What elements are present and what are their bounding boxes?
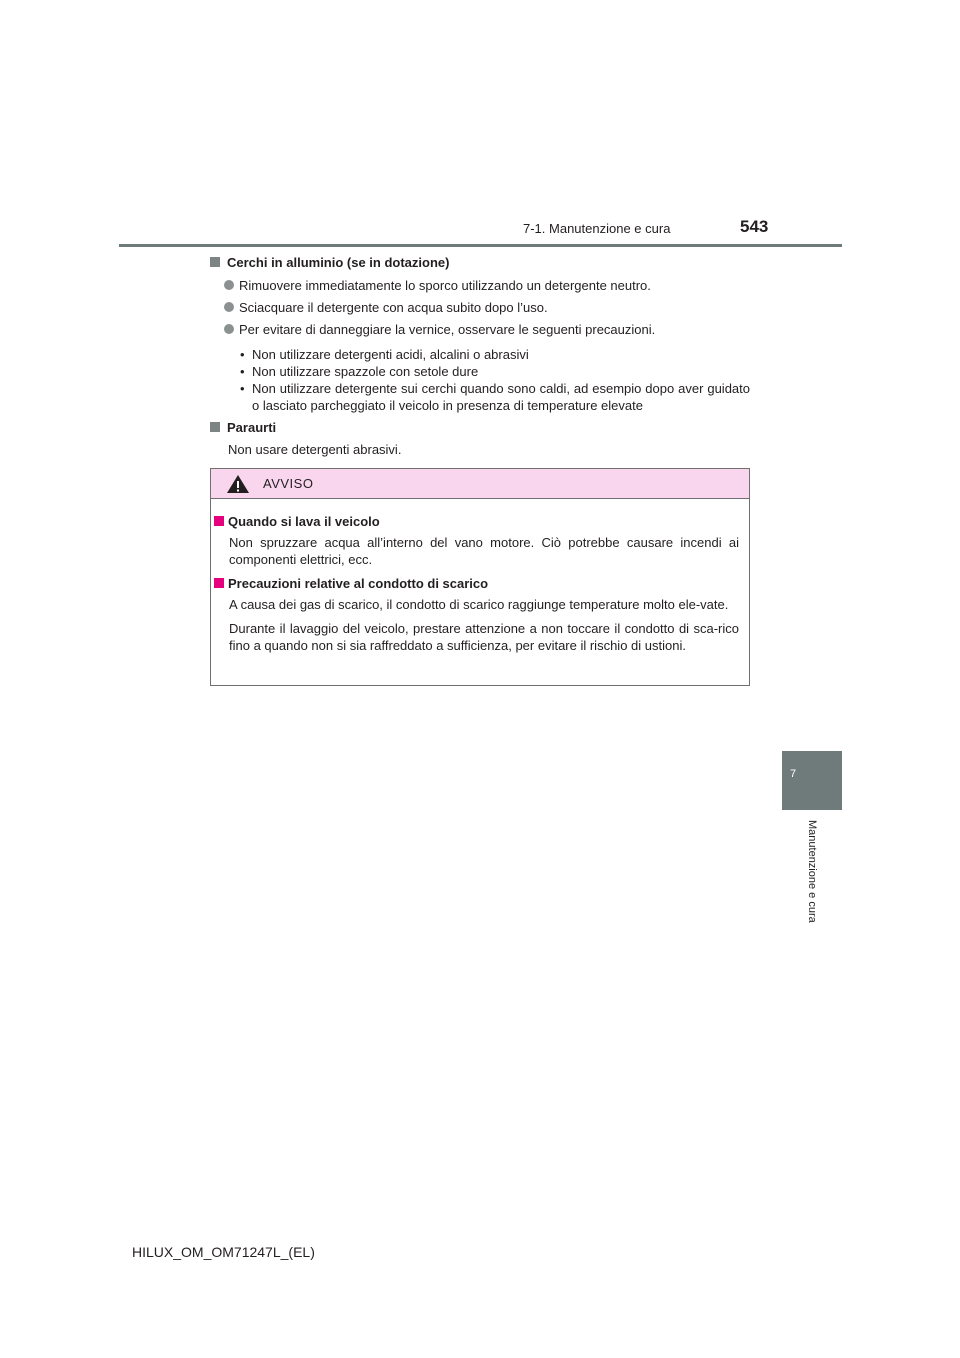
bumpers-text: Non usare detergenti abrasivi. xyxy=(228,442,402,457)
warning-header xyxy=(211,469,749,499)
list-item: Per evitare di danneggiare la vernice, osservare le seguenti precauzioni. xyxy=(210,321,750,338)
warning-paragraph: Durante il lavaggio del veicolo, prestare attenzione a non toccare il condotto di sca-rico fino a quando non si sia raffreddato a sufficienza, per evitare il rischio di ustioni. xyxy=(229,621,739,653)
warning-box xyxy=(210,468,750,686)
list-item: • Non utilizzare detergente sui cerchi quando sono caldi, ad esempio dopo aver guidato o lasciato parcheggiato il veicolo in presenza di temperature elevate xyxy=(240,381,750,413)
square-bullet-icon xyxy=(214,516,224,526)
main-content xyxy=(210,254,750,458)
precautions-list xyxy=(210,346,750,414)
header-rule xyxy=(119,244,842,247)
document-code: HILUX_OM_OM71247L_(EL) xyxy=(132,1244,315,1260)
chapter-tab-block xyxy=(782,751,842,810)
page-number: 543 xyxy=(740,217,769,236)
circle-bullet-icon xyxy=(224,280,234,290)
square-bullet-icon xyxy=(210,422,220,432)
square-bullet-icon xyxy=(210,257,220,267)
circle-bullet-icon xyxy=(224,324,234,334)
list-item: • Non utilizzare spazzole con setole dure xyxy=(240,364,479,379)
list-item: Rimuovere immediatamente lo sporco utilizzando un detergente neutro. xyxy=(210,277,750,294)
warning-paragraph: Non spruzzare acqua all’interno del vano motore. Ciò potrebbe causare incendi ai componenti elettrici, ecc. xyxy=(229,535,739,567)
chapter-label: Manutenzione e cura xyxy=(806,820,818,923)
warning-triangle-icon xyxy=(226,474,250,494)
warning-title: AVVISO xyxy=(263,476,314,491)
warning-heading-exhaust: Precauzioni relative al condotto di scarico xyxy=(214,575,739,592)
warning-paragraph: A causa dei gas di scarico, il condotto di scarico raggiunge temperature molto ele-vate. xyxy=(229,597,729,612)
chapter-number: 7 xyxy=(790,768,797,780)
square-bullet-icon xyxy=(214,578,224,588)
list-item: Sciacquare il detergente con acqua subito dopo l’uso. xyxy=(210,299,750,316)
warning-heading-washing: Quando si lava il veicolo xyxy=(214,513,739,530)
section-heading-wheels: Cerchi in alluminio (se in dotazione) xyxy=(210,254,750,271)
warning-body xyxy=(211,499,749,654)
list-item: • Non utilizzare detergenti acidi, alcalini o abrasivi xyxy=(240,347,529,362)
circle-bullet-icon xyxy=(224,302,234,312)
section-heading-bumpers: Paraurti xyxy=(210,419,750,436)
section-title: 7-1. Manutenzione e cura xyxy=(523,221,671,236)
